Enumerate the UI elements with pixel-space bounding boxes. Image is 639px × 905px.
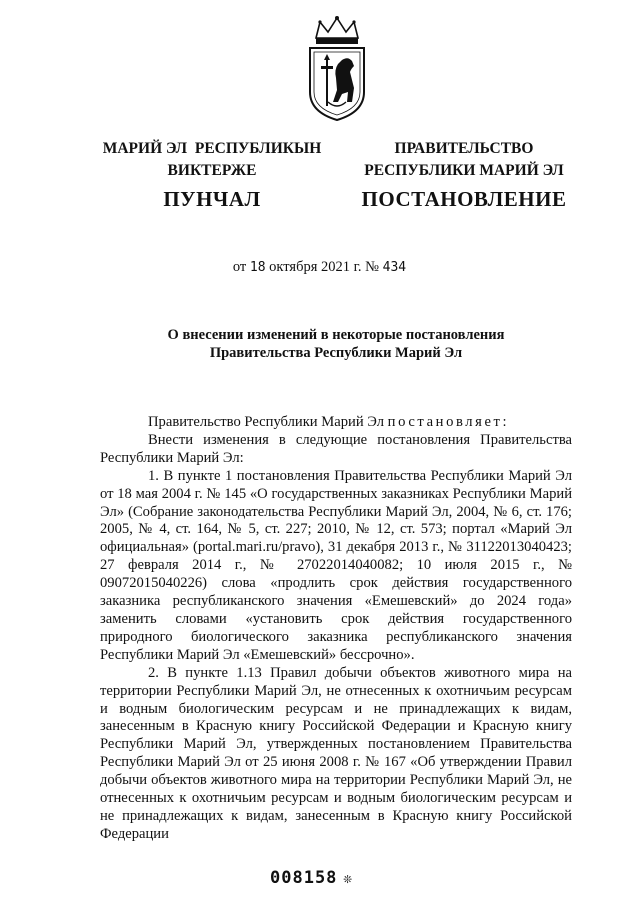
ornament-icon: ❊ [343,871,353,887]
paragraph-2: 1. В пункте 1 постановления Правительства Республики Марий Эл от 18 мая 2004 г. № 145 «О государственных заказниках Республики Марий Эл» (Собрание законодательства Республики Марий Эл, 2004, № 6, ст. 176; 2005, № 4, ст. 164, № 5, ст. 227; 2010, № 12, ст. 573; портал «Марий Эл официальная» (portal.mari.ru/pravo), 31 декабря 2013 г., № 31122013040423; 27 февраля 2014 г., № 27022014040082; 10 июля 2015 г., № 09072015040226) слова «продлить срок действия государственного заказника республиканского значения «Емешевский» до 2024 года» заменить словами «установить срок действия государственного природного биологического заказника республиканского значения Республики Марий Эл «Емешевский» бессрочно». [100,467,572,663]
date-month-year: октября 2021 г. № [269,259,380,275]
header-left-line1: МАРИЙ ЭЛ РЕСПУБЛИКЫН [102,140,322,157]
paragraph-1: Внести изменения в следующие постановления Правительства Республики Марий Эл: [100,431,572,466]
document-date [0,259,639,276]
document-body [100,414,572,844]
header-right [348,138,580,210]
title-line1: О внесении изменений в некоторые постановления [167,327,505,343]
title-line2: Правительства Республики Марий Эл [209,345,463,361]
date-prefix: от [232,259,247,275]
intro-text: Правительство Республики Марий Эл [148,414,385,430]
serial-number [270,868,353,888]
header-right-line1: ПРАВИТЕЛЬСТВО [394,140,534,157]
intro-verb: постановляет: [387,414,510,430]
header-left [92,138,332,210]
header-right-line2: РЕСПУБЛИКИ МАРИЙ ЭЛ [364,162,564,179]
header-right-doc-type: ПОСТАНОВЛЕНИЕ [361,187,567,211]
date-day: 18 [249,260,266,275]
paragraph-3: 2. В пункте 1.13 Правил добычи объектов животного мира на территории Республики Марий Эл, не отнесенных к охотничьим ресурсам и водным биологическим ресурсам и не принадлежащих к видам, занесенным в Красную книгу Российской Федерации и Красную книгу Республики Марий Эл, утвержденных постановлением Правительства Республики Марий Эл от 25 июня 2008 г. № 167 «Об утверждении Правил добычи объектов животного мира на территории Республики Марий Эл, не отнесенных к охотничьим ресурсам и водным биологическим ресурсам и не принадлежащих к видам, занесенным в Красную книгу Российской Федерации [100,664,572,842]
serial-number-text: 008158 [270,868,338,888]
intro-paragraph [100,414,572,432]
coat-of-arms-icon [304,14,370,122]
document-number: 434 [382,260,407,275]
header-left-doc-type: ПУНЧАЛ [163,187,261,211]
header-left-line2: ВИКТЕРЖЕ [167,162,257,179]
document-title [100,326,572,362]
